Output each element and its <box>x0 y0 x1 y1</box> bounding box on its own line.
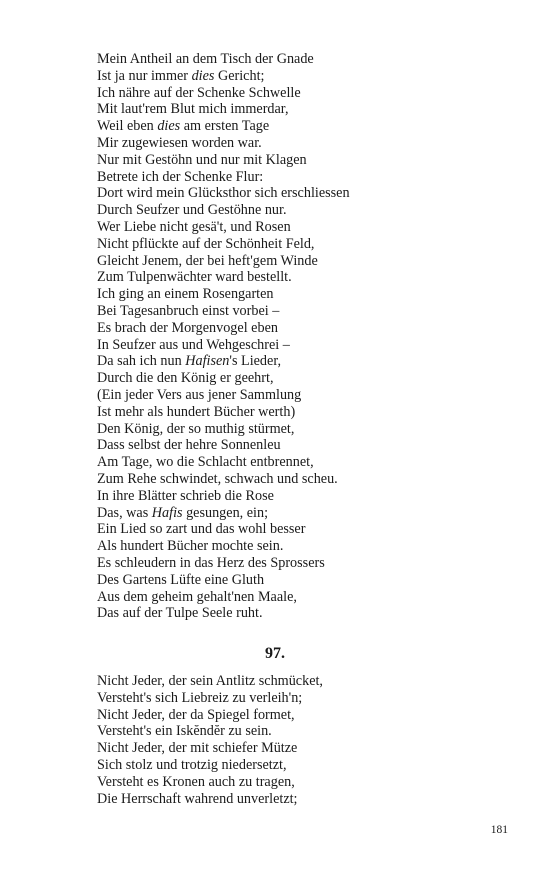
verse-text: Nicht pflückte auf der Schönheit Feld, <box>97 235 315 252</box>
verse-text: Mit laut'rem Blut mich immerdar, <box>97 101 289 118</box>
verse-text: (Ein jeder Vers aus jener Sammlung <box>97 386 302 403</box>
verse-text: Versteht es Kronen auch zu tragen, <box>97 773 295 790</box>
verse-line <box>97 337 497 354</box>
verse-text: 's Lieder, <box>229 353 282 370</box>
verse-text: Den König, der so muthig stürmet, <box>97 420 295 437</box>
verse-line <box>97 387 497 404</box>
verse-text: Des Gartens Lüfte eine Gluth <box>97 571 265 588</box>
verse-text: Ich ging an einem Rosengarten <box>97 286 274 303</box>
verse-line <box>97 101 497 118</box>
verse-text: Am Tage, wo die Schlacht entbrennet, <box>97 454 314 471</box>
poem-97 <box>97 673 497 807</box>
verse-text: Nicht Jeder, der da Spiegel formet, <box>97 706 295 723</box>
verse-text: Die Herrschaft wahrend unverletzt; <box>97 790 298 807</box>
verse-text: Betrete ich der Schenke Flur: <box>97 168 264 185</box>
verse-text: Bei Tagesanbruch einst vorbei – <box>97 302 280 319</box>
verse-line <box>97 85 497 102</box>
verse-text: Sich stolz und trotzig niedersetzt, <box>97 756 287 773</box>
verse-line <box>97 219 497 236</box>
verse-line <box>97 757 497 774</box>
verse-text: Dort wird mein Glücksthor sich erschliessen <box>97 185 350 202</box>
verse-line <box>97 723 497 740</box>
verse-text: Weil eben <box>97 118 158 135</box>
verse-text: Wer Liebe nicht gesä't, und Rosen <box>97 218 291 235</box>
poem-continuation <box>97 51 497 622</box>
verse-text: Nicht Jeder, der sein Antlitz schmücket, <box>97 673 323 689</box>
verse-text: Es schleudern in das Herz des Sprossers <box>97 554 325 571</box>
verse-line <box>97 185 497 202</box>
verse-text: Versteht's ein Iskĕndĕr zu sein. <box>97 723 272 740</box>
verse-text: Dass selbst der hehre Sonnenleu <box>97 437 281 454</box>
verse-text: Ein Lied so zart und das wohl besser <box>97 521 306 538</box>
verse-line <box>97 437 497 454</box>
verse-line <box>97 538 497 555</box>
verse-text: Ist mehr als hundert Bücher werth) <box>97 403 296 420</box>
verse-line <box>97 555 497 572</box>
verse-line <box>97 521 497 538</box>
verse-emphasis: Hafis <box>151 504 183 521</box>
verse-line <box>97 118 497 135</box>
verse-line <box>97 303 497 320</box>
verse-line <box>97 791 497 808</box>
verse-text: In Seufzer aus und Wehgeschrei – <box>97 336 290 353</box>
verse-text: Es brach der Morgenvogel eben <box>97 319 278 336</box>
verse-emphasis: dies <box>157 118 181 135</box>
verse-text: Aus dem geheim gehalt'nen Maale, <box>97 588 297 605</box>
verse-text: In ihre Blätter schrieb die Rose <box>97 487 274 504</box>
verse-text: Nicht Jeder, der mit schiefer Mütze <box>97 740 298 757</box>
verse-text: Das auf der Tulpe Seele ruht. <box>97 605 263 622</box>
verse-text: Zum Rehe schwindet, schwach und scheu. <box>97 470 338 487</box>
verse-text: Durch Seufzer und Gestöhne nur. <box>97 202 287 219</box>
verse-text: gesungen, ein; <box>182 504 269 521</box>
verse-line <box>97 572 497 589</box>
verse-emphasis: dies <box>191 67 215 84</box>
verse-line <box>97 488 497 505</box>
verse-text: Ich nähre auf der Schenke Schwelle <box>97 84 301 101</box>
verse-line <box>97 690 497 707</box>
verse-line <box>97 269 497 286</box>
verse-line <box>97 236 497 253</box>
verse-text: Das, was <box>97 504 152 521</box>
verse-line <box>97 740 497 757</box>
verse-line <box>97 454 497 471</box>
verse-text: Da sah ich nun <box>97 353 186 370</box>
verse-line <box>97 135 497 152</box>
verse-text: Versteht's sich Liebreiz zu verleih'n; <box>97 689 303 706</box>
verse-line <box>97 51 497 68</box>
verse-line <box>97 589 497 606</box>
verse-line <box>97 404 497 421</box>
verse-line <box>97 471 497 488</box>
verse-text: Als hundert Bücher mochte sein. <box>97 538 284 555</box>
verse-emphasis: Hafisen <box>185 353 230 370</box>
verse-line <box>97 505 497 522</box>
poem-number: 97. <box>265 645 285 662</box>
verse-line <box>97 169 497 186</box>
verse-line <box>97 370 497 387</box>
verse-text: Gleicht Jenem, der bei heft'gem Winde <box>97 252 318 269</box>
verse-line <box>97 421 497 438</box>
verse-text: Zum Tulpenwächter ward bestellt. <box>97 269 292 286</box>
verse-text: Gericht; <box>214 67 265 84</box>
verse-text: Durch die den König er geehrt, <box>97 370 274 387</box>
verse-line <box>97 774 497 791</box>
verse-line <box>97 673 497 690</box>
verse-line <box>97 707 497 724</box>
verse-line <box>97 353 497 370</box>
verse-line <box>97 68 497 85</box>
verse-line <box>97 286 497 303</box>
verse-text: Nur mit Gestöhn und nur mit Klagen <box>97 151 307 168</box>
verse-line <box>97 320 497 337</box>
verse-text: Ist ja nur immer <box>97 67 192 84</box>
verse-text: Mir zugewiesen worden war. <box>97 134 262 151</box>
verse-line <box>97 202 497 219</box>
verse-line <box>97 253 497 270</box>
verse-text: Mein Antheil an dem Tisch der Gnade <box>97 51 314 67</box>
page-number: 181 <box>490 824 508 836</box>
verse-line <box>97 605 497 622</box>
verse-line <box>97 152 497 169</box>
verse-text: am ersten Tage <box>180 118 270 135</box>
